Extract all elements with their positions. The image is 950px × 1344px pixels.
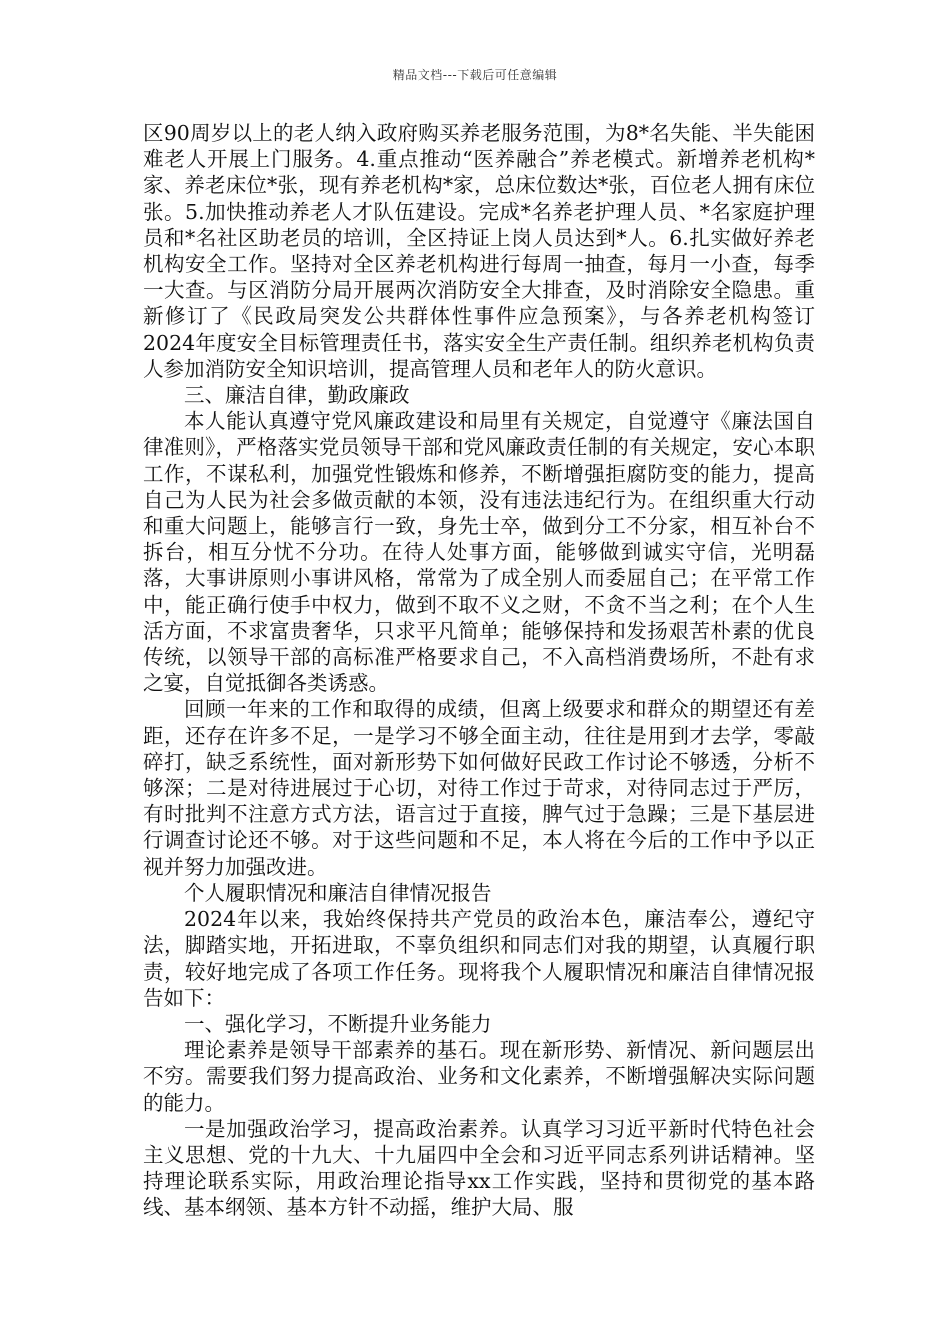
paragraph-review: 回顾一年来的工作和取得的成绩，但离上级要求和群众的期望还有差距，还存在许多不足，一是学习不够全面主动，往往是用到才去学，零敲碎打，缺乏系统性，面对新形势下如何做好民政工作讨论不够透，分析不够深；二是对待进展过于心切，对待工作过于苛求，对待同志过于严厉，有时批判不注意方式方法，语言过于直接，脾气过于急躁；三是下基层进行调查讨论还不够。对于这些问题和不足，本人将在今后的工作中予以正视并努力加强改进。 — [143, 697, 815, 879]
section-heading-integrity: 三、廉洁自律，勤政廉政 — [184, 383, 410, 408]
section-heading-study: 一、强化学习，不断提升业务能力 — [184, 1011, 492, 1036]
paragraph-integrity: 本人能认真遵守党风廉政建设和局里有关规定，自觉遵守《廉法国自律准则》，严格落实党员领导干部和党风廉政责任制的有关规定，安心本职工作，不谋私利，加强党性锻炼和修养，不断增强拒腐防变的能力，提高自己为人民为社会多做贡献的本领，没有违法违纪行为。在组织重大行动和重大问题上，能够言行一致，身先士卒，做到分工不分家，相互补台不拆台，相互分忧不分功。在待人处事方面，能够做到诚实守信，光明磊落，大事讲原则小事讲风格，常常为了成全别人而委屈自己；在平常工作中，能正确行使手中权力，做到不取不义之财，不贪不当之利；在个人生活方面，不求富贵奢华，只求平凡简单；能够保持和发扬艰苦朴素的优良传统，以领导干部的高标准严格要求自己，不入高档消费场所，不赴有求之宴，自觉抵御各类诱惑。 — [143, 409, 815, 696]
paragraph-theory: 理论素养是领导干部素养的基石。现在新形势、新情况、新问题层出不穷。需要我们努力提高政治、业务和文化素养，不断增强解决实际问题的能力。 — [143, 1038, 815, 1115]
document-body — [143, 120, 815, 1221]
paragraph-intro: 2024年以来，我始终保持共产党员的政治本色，廉洁奉公，遵纪守法，脚踏实地，开拓进取，不辜负组织和同志们对我的期望，认真履行职责，较好地完成了各项工作任务。现将我个人履职情况和廉洁自律情况报告如下： — [143, 907, 815, 1010]
paragraph-elderly-care: 区90周岁以上的老人纳入政府购买养老服务范围，为8*名失能、半失能困难老人开展上门服务。4.重点推动“医养融合”养老模式。新增养老机构*家、养老床位*张，现有养老机构*家，总床位数达*张，百位老人拥有床位张。5.加快推动养老人才队伍建设。完成*名养老护理人员、*名家庭护理员和*名社区助老员的培训，全区持证上岗人员达到*人。6.扎实做好养老机构安全工作。坚持对全区养老机构进行每周一抽查，每月一小查，每季一大查。与区消防分局开展两次消防安全大排查，及时消除安全隐患。重新修订了《民政局突发公共群体性事件应急预案》，与各养老机构签订2024年度安全目标管理责任书，落实安全生产责任制。组织养老机构负责人参加消防安全知识培训，提高管理人员和老年人的防火意识。 — [143, 121, 815, 381]
report-title: 个人履职情况和廉洁自律情况报告 — [184, 880, 492, 905]
page-header: 精品文档---下载后可任意编辑 — [392, 68, 558, 82]
paragraph-political-study: 一是加强政治学习，提高政治素养。认真学习习近平新时代特色社会主义思想、党的十九大、十九届四中全会和习近平同志系列讲话精神。坚持理论联系实际，用政治理论指导xx工作实践，坚持和贯彻党的基本路线、基本纲领、基本方针不动摇，维护大局、服 — [143, 1116, 815, 1220]
